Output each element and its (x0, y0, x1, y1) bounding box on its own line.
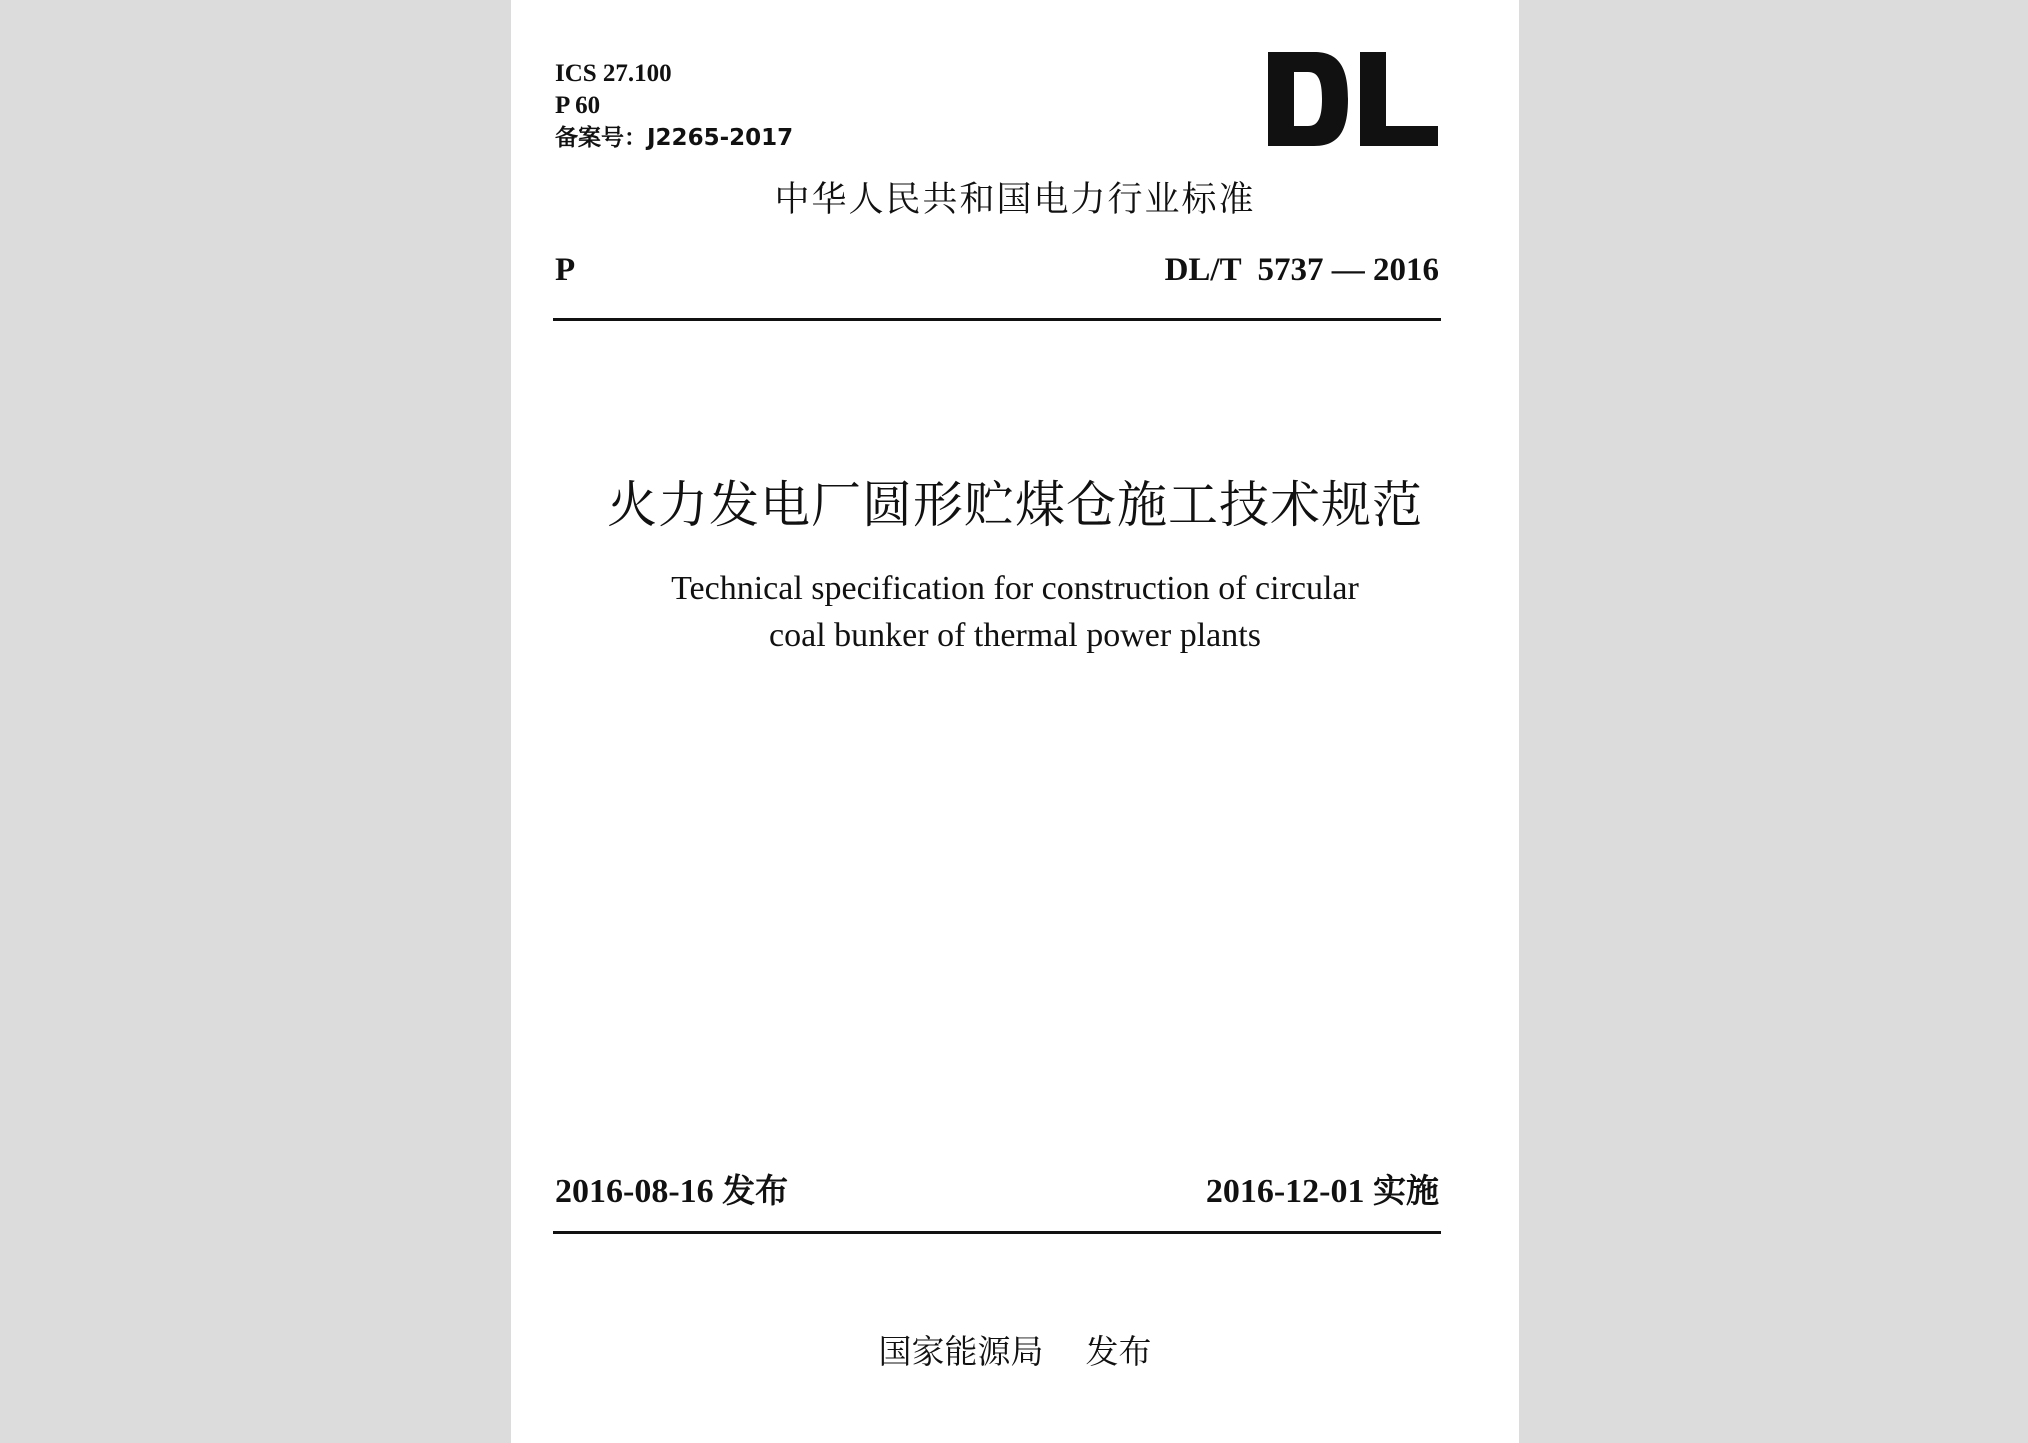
issue-label: 发布 (722, 1171, 789, 1210)
effective-date-row (1206, 1170, 1439, 1213)
issue-date-row (555, 1170, 788, 1213)
ccs-code: P 60 (555, 92, 601, 119)
english-title-line-2: coal bunker of thermal power plants (769, 617, 1261, 654)
dl-logo (1268, 52, 1438, 146)
standard-cover-page (511, 0, 1519, 1443)
issue-date: 2016-08-16 (555, 1173, 714, 1210)
industry-standard-line: 中华人民共和国电力行业标准 (774, 180, 1256, 220)
english-title-line-1: Technical specification for construction of circular (671, 570, 1359, 607)
classification-code: P (555, 252, 576, 288)
standard-number: DL/T 5737 — 2016 (1164, 252, 1439, 288)
publisher-line (511, 1330, 1519, 1374)
chinese-title: 火力发电厂圆形贮煤仓施工技术规范 (607, 476, 1423, 534)
publisher-name: 国家能源局 (878, 1332, 1044, 1371)
effective-label: 实施 (1373, 1171, 1439, 1210)
effective-date: 2016-12-01 (1205, 1173, 1365, 1210)
record-number: 备案号：J2265-2017 (555, 125, 794, 151)
top-divider (553, 318, 1441, 321)
bottom-divider (553, 1231, 1441, 1234)
publisher-action: 发布 (1085, 1332, 1152, 1371)
ics-code: ICS 27.100 (555, 60, 672, 87)
